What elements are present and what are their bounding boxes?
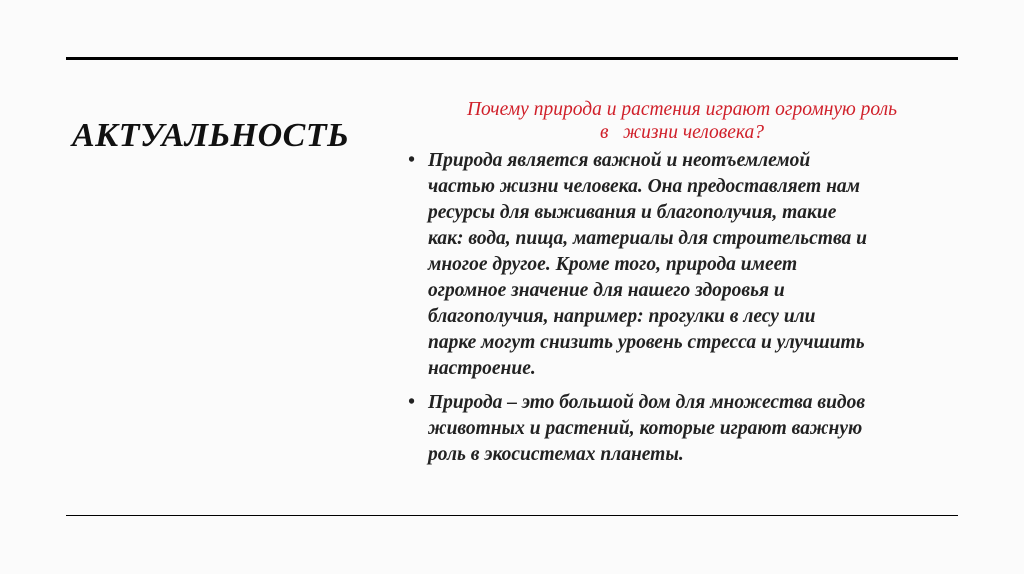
bullet-line: Природа является важной и неотъемлемой [428,150,811,171]
slide-title: АКТУАЛЬНОСТЬ [72,117,350,154]
bullet-marker: • [408,150,415,171]
content-area [402,98,968,476]
top-divider [66,57,958,60]
bullet-line: огромное значение для нашего здоровья и [428,280,785,301]
bullet-list [402,148,968,468]
bullet-line: парке могут снизить уровень стресса и улучшить [428,332,865,353]
bullet-line: роль в экосистемах планеты. [428,444,684,465]
bullet-line: благополучия, например: прогулки в лесу или [428,306,816,327]
bullet-item [402,390,968,468]
bullet-line: животных и растений, которые играют важную [428,418,863,439]
bullet-line: Природа – это большой дом для множества видов [428,392,866,413]
subtitle-question [402,98,962,144]
bullet-marker: • [408,392,415,413]
subtitle-line: в жизни человека? [599,122,765,143]
bullet-line: настроение. [428,358,536,379]
bottom-divider [66,515,958,516]
bullet-line: многое другое. Кроме того, природа имеет [428,254,798,275]
bullet-line: частью жизни человека. Она предоставляет нам [428,176,861,197]
subtitle-line: Почему природа и растения играют огромную роль [466,99,898,120]
bullet-line: как: вода, пища, материалы для строительства и [428,228,868,249]
bullet-line: ресурсы для выживания и благополучия, такие [428,202,837,223]
bullet-item [402,148,968,382]
